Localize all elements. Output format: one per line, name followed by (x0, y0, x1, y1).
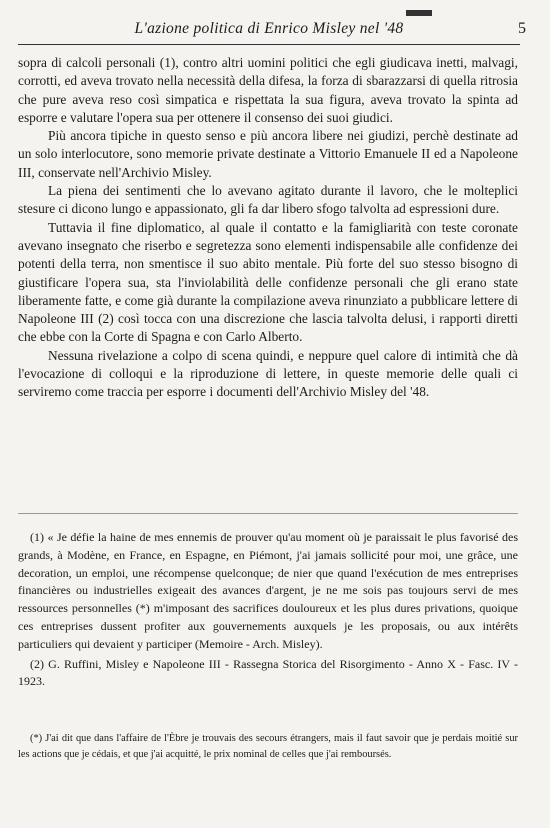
footnote-divider (18, 513, 518, 514)
paragraph-2: Più ancora tipiche in questo senso e più ancora libere nei giudizi, perchè destinate ad un solo interlocutore, sono memorie private destinate a Vittorio Emanuele II ed a Napoleone III, conservate nell'Archivio Misley. (18, 128, 518, 180)
footnotes (18, 529, 518, 693)
subnote-text: (*) J'ai dit que dans l'affaire de l'Èbre je trouvais des secours étrangers, mais il faut savoir que je perdais moitié sur les actions que je cédais, et que j'ai acquitté, le prix nominal de celles que j'ai remboursés. (18, 733, 518, 760)
paragraph-5: Nessuna rivelazione a colpo di scena quindi, e neppure quel calore di intimità che dà l'evocazione di colloqui e la riproduzione di lettere, in queste memorie delle quali ci serviremo come traccia per esporre i documenti dell'Archivio Misley del '48. (18, 347, 518, 400)
main-text (18, 54, 518, 402)
footnote-1: (1) « Je défie la haine de mes ennemis de prouver qu'au moment où je paraissait le plus favorisé des grands, à Modène, en France, en Espagne, en Piémont, j'ai jamais sollicité pour moi, une grâce, une decoration, un emploi, une récompense quelconque; de nier que quand l'exécution de mes entreprises financières ou industrielles exigeait des avances d'argent, je ne me sois pas toujours servi de mes ressources personnelles (*) m'imposant des sacrifices douloureux et les plus dures privations, quoique ces entreprises dussent profiter aux gouvernements auxquels je les proposais, ou aux intérêts particuliers qui devaient y participer (Memoire - Arch. Misley). (18, 530, 518, 651)
paragraph-1: sopra di calcoli personali (1), contro altri uomini politici che egli giudicava inetti, malvagi, corrotti, ed aveva trovato nella necessità della difesa, la forza di sbarazzarsi di quella ritrosia che pure aveva reso così simpatica e rispettata la sua figura, aveva trovato la spinta ad esporre e valutare l'opera sua per ottenere il consenso dei suoi giudici. (18, 55, 518, 125)
page-number: 5 (518, 20, 526, 37)
running-title: L'azione politica di Enrico Misley nel '48 (134, 20, 404, 37)
paragraph-3: La piena dei sentimenti che lo avevano agitato durante il lavoro, che le molteplici stesure ci dicono lungo e appassionato, gli fa dar libero sfogo talvolta ad espressioni dure. (18, 183, 518, 217)
ink-mark (406, 10, 432, 16)
footnote-asterisk (18, 731, 518, 762)
running-header (18, 18, 526, 45)
footnote-2: (2) G. Ruffini, Misley e Napoleone III - Rassegna Storica del Risorgimento - Anno X - Fasc. IV - 1923. (18, 656, 518, 689)
paragraph-4: Tuttavia il fine diplomatico, al quale il contatto e la famigliarità con teste coronate avevano insegnato che riserbo e segretezza sono elementi indispensabile alle confidenze dei potenti della terra, non smentisce il suo abito mentale. Più forte del suo stesso bisogno di giustificare l'opera sua, sta l'inviolabilità delle confidenze personali che gli erano state liberamente fatte, e come già durante la compilazione aveva rinunziato a pubblicare lettere di Napoleone III (2) così tocca con una discrezione che lascia talvolta delusi, i rapporti diretti che ebbe con la Corte di Spagna e con Carlo Alberto. (18, 219, 518, 345)
